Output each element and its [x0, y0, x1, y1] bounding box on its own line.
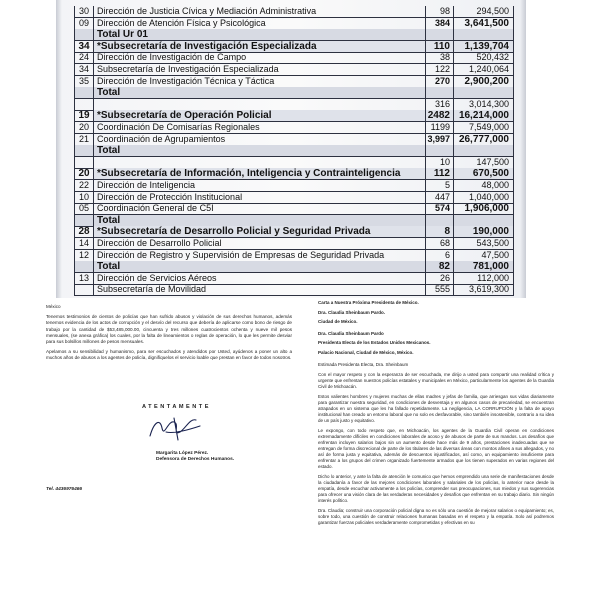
- letter-right-paragraph-1: Con el mayor respeto y con la esperanza de ser escuchada, me dirijo a usted para compartir una realidad crítica y urgente que enfrentan nuestros policías estatales y municipales en México, particularmente los agentes de la Guardia Civil de Michoacán.: [318, 371, 554, 389]
- letter-left-paragraph-1: Tenemos testimonios de cientos de policías que han sufrido abusos y violación de sus derechos humanos, además tenemos evidencia de los actos de corrupción y el desvío del recurso que debería de aplicarse como bono de riesgo de trabajo por la cantidad de $53,485,000.00, cincuenta y tres millones cuatrocientos ochenta y nueve mil pesos mensuales, (se anexa gráfica) los cuales, por la falta de lineamientos o reglas de operación, lo que les permite desviar para sus bolsillos millones de pesos mensuales.: [46, 314, 292, 345]
- row-number: [74, 284, 94, 295]
- address-line: Palacio Nacional, Ciudad de México, México.: [318, 349, 414, 355]
- row-amount: 1,240,064: [454, 64, 514, 75]
- letter-right-paragraph-3: Le expongo, con todo respeto que, en Michoacán, los agentes de la Guardia Civil operan en condiciones extremadamente difíciles en condiciones laborales de acoso y de abusos de parte de sus mandos. Los desafíos que enfrentan incluyen salarios bajos sin un aumento desde hace más de 9 años, prestaciones inadecuadas que se entregan de forma discrecional de parte de los titulares de las diversas áreas con montos afines a sus allegados, y no así de forma justa y equitativa, además de descuentos injustificados, así como, un equipamiento insuficiente para enfrentar a los grupos del crimen organizado fuertemente armados que los tienen superados en varias regiones del estado.: [318, 427, 554, 469]
- row-amount: 7,549,000: [454, 122, 514, 133]
- address-line: Ciudad de México.: [318, 319, 358, 325]
- row-amount: [454, 145, 514, 156]
- table-row: [74, 226, 514, 238]
- table-row: [74, 29, 514, 41]
- letter-right-paragraph-2: Estos valientes hombres y mujeres muchas de ellas madres y jefas de familia, que arriesgan sus vidas diariamente para garantizar nuestra seguridad, en condiciones de desventaja y en algunos casos de precariedad, se encuentran atrapados en un sistema que les ha fallado repetidamente. La negligencia, LA CORRUPCIÓN y la falta de apoyo institucional han creado un entorno laboral que no solo es desfavorable, sino también insostenible, contrario a su idea de un país justo y equitativo.: [318, 393, 554, 423]
- letter-right: [318, 300, 554, 596]
- row-amount: 3,014,300: [454, 99, 514, 110]
- row-amount: 781,000: [454, 261, 514, 272]
- address-block-2: [318, 331, 554, 356]
- row-amount: 543,500: [454, 238, 514, 249]
- row-quantity: [426, 87, 454, 98]
- row-amount: [454, 87, 514, 98]
- row-quantity: 68: [426, 238, 454, 249]
- table-row: [74, 145, 514, 157]
- row-department: Dirección de Servicios Aéreos: [94, 273, 426, 284]
- table-row: [74, 250, 514, 262]
- row-quantity: [426, 145, 454, 156]
- table-row: [74, 110, 514, 122]
- row-department: Coordinación De Comisarías Regionales: [94, 122, 426, 133]
- row-department: Total: [94, 87, 426, 98]
- row-department: [94, 99, 426, 110]
- row-number: 12: [74, 250, 94, 261]
- row-number: 30: [74, 6, 94, 17]
- row-department: *Subsecretaría de Investigación Especializada: [94, 41, 426, 52]
- row-quantity: 3,997: [426, 134, 454, 145]
- letter-left: [46, 304, 292, 594]
- row-quantity: 6: [426, 250, 454, 261]
- row-amount: 47,500: [454, 250, 514, 261]
- row-quantity: 82: [426, 261, 454, 272]
- row-amount: 26,777,000: [454, 134, 514, 145]
- row-quantity: 8: [426, 226, 454, 237]
- row-department: Dirección de Protección Institucional: [94, 192, 426, 203]
- table-row: [74, 18, 514, 30]
- row-number: 34: [74, 41, 94, 52]
- row-quantity: 574: [426, 203, 454, 214]
- row-number: 35: [74, 76, 94, 87]
- address-line: Presidenta Electa de los Estados Unidos Mexicanos.: [318, 340, 431, 346]
- row-department: Total: [94, 145, 426, 156]
- row-number: 24: [74, 52, 94, 63]
- table-row: [74, 99, 514, 111]
- closing-label: ATENTAMENTE: [142, 404, 211, 410]
- row-number: [74, 261, 94, 272]
- row-quantity: 122: [426, 64, 454, 75]
- photo-edge-left: [56, 0, 62, 298]
- row-number: 19: [74, 110, 94, 121]
- row-amount: 1,040,000: [454, 192, 514, 203]
- row-department: Total: [94, 215, 426, 226]
- row-department: Coordinación General de C5I: [94, 203, 426, 214]
- table-row: [74, 6, 514, 18]
- row-quantity: 1199: [426, 122, 454, 133]
- row-amount: 3,641,500: [454, 18, 514, 29]
- row-quantity: 555: [426, 284, 454, 295]
- row-quantity: [426, 29, 454, 40]
- row-department: *Subsecretaría de Desarrollo Policial y Seguridad Privada: [94, 226, 426, 237]
- row-number: 10: [74, 192, 94, 203]
- row-number: 09: [74, 18, 94, 29]
- row-amount: 48,000: [454, 180, 514, 191]
- row-number: [74, 157, 94, 168]
- table-row: [74, 134, 514, 146]
- row-number: [74, 215, 94, 226]
- row-department: Dirección de Inteligencia: [94, 180, 426, 191]
- row-quantity: [426, 215, 454, 226]
- table-row: [74, 203, 514, 215]
- row-quantity: 38: [426, 52, 454, 63]
- row-amount: 670,500: [454, 168, 514, 179]
- table-row: [74, 64, 514, 76]
- table-row: [74, 76, 514, 88]
- row-quantity: 384: [426, 18, 454, 29]
- photo-edge-right: [520, 0, 526, 298]
- letter-place: México: [46, 304, 61, 309]
- row-amount: 294,500: [454, 6, 514, 17]
- signer-role: Defensora de Derechos Humanos.: [156, 457, 235, 462]
- table-row: [74, 192, 514, 204]
- row-number: 28: [74, 226, 94, 237]
- row-quantity: 270: [426, 76, 454, 87]
- row-department: Coordinación de Agrupamientos: [94, 134, 426, 145]
- row-quantity: 447: [426, 192, 454, 203]
- row-number: 20: [74, 168, 94, 179]
- row-department: Dirección de Atención Física y Psicológica: [94, 18, 426, 29]
- row-quantity: 5: [426, 180, 454, 191]
- letter-greeting: Estimada Presidenta Electa, Dra. Sheinbaum: [318, 361, 409, 367]
- table-row: [74, 273, 514, 285]
- row-department: Dirección de Desarrollo Policial: [94, 238, 426, 249]
- row-quantity: 98: [426, 6, 454, 17]
- table-row: [74, 122, 514, 134]
- handwritten-signature: [144, 414, 204, 444]
- table-row: [74, 157, 514, 169]
- row-amount: 112,000: [454, 273, 514, 284]
- row-amount: 190,000: [454, 226, 514, 237]
- row-amount: [454, 215, 514, 226]
- row-amount: 2,900,200: [454, 76, 514, 87]
- row-department: Dirección de Investigación de Campo: [94, 52, 426, 63]
- row-amount: 147,500: [454, 157, 514, 168]
- table-row: [74, 284, 514, 296]
- budget-table-photo: [56, 0, 526, 298]
- row-quantity: 316: [426, 99, 454, 110]
- table-row: [74, 168, 514, 180]
- row-amount: 1,906,000: [454, 203, 514, 214]
- address-line: Dra. Claudia Sheinbaum Pardo.: [318, 309, 386, 315]
- signer-name: Margarita López Pérez.: [156, 451, 209, 456]
- row-quantity: 26: [426, 273, 454, 284]
- row-number: [74, 87, 94, 98]
- row-amount: 520,432: [454, 52, 514, 63]
- row-department: Dirección de Justicia Cívica y Mediación Administrativa: [94, 6, 426, 17]
- row-department: Total: [94, 261, 426, 272]
- row-amount: 16,214,000: [454, 110, 514, 121]
- table-row: [74, 261, 514, 273]
- table-row: [74, 87, 514, 99]
- row-department: *Subsecretaría de Información, Inteligencia y Contrainteligencia: [94, 168, 426, 179]
- table-row: [74, 41, 514, 53]
- address-block-1: [318, 300, 554, 325]
- row-department: [94, 157, 426, 168]
- row-number: [74, 29, 94, 40]
- table-row: [74, 238, 514, 250]
- address-line: Carta a Nuestra Próxima Presidenta de México.: [318, 300, 419, 305]
- row-number: [74, 145, 94, 156]
- row-amount: 1,139,704: [454, 41, 514, 52]
- row-department: Dirección de Registro y Supervisión de Empresas de Seguridad Privada: [94, 250, 426, 261]
- table-row: [74, 180, 514, 192]
- row-number: 21: [74, 134, 94, 145]
- row-quantity: 110: [426, 41, 454, 52]
- row-amount: [454, 29, 514, 40]
- table-row: [74, 215, 514, 227]
- row-number: 14: [74, 238, 94, 249]
- letter-left-paragraph-2: Apelamos a su sensibilidad y humanismo, para ser escuchados y atendidos por Usted, ayúdenos a poner un alto a muchos años de abusos a los agentes de policía, dignifíquelos el servicio loable que prestan en favor de todos nosotros.: [46, 349, 292, 361]
- address-line: Dra. Claudia Sheinbaum Pardo: [318, 330, 384, 336]
- row-number: 13: [74, 273, 94, 284]
- row-quantity: 2482: [426, 110, 454, 121]
- phone-number: Tel. 4436976466: [46, 487, 83, 492]
- row-quantity: 112: [426, 168, 454, 179]
- row-quantity: 10: [426, 157, 454, 168]
- row-department: Total Ur 01: [94, 29, 426, 40]
- row-department: Subsecretaría de Investigación Especializada: [94, 64, 426, 75]
- row-department: Subsecretaría de Movilidad: [94, 284, 426, 295]
- row-department: *Subsecretaría de Operación Policial: [94, 110, 426, 121]
- row-number: 05: [74, 203, 94, 214]
- row-number: [74, 99, 94, 110]
- row-number: 22: [74, 180, 94, 191]
- row-number: 34: [74, 64, 94, 75]
- letter-right-paragraph-4: Dicho lo anterior, y ante la falta de atención le comunico que hemos emprendido una serie de manifestaciones desde la ciudadanía a favor de las mejores condiciones laborales y salariales de los policías, lo anterior nace desde la empatía, desde escuchar activamente a los policías, comprender sus preocupaciones, sus miedos y sus sugerencias para ofrecer una visión clara de las verdaderas necesidades y desafíos que enfrentan en su trabajo diario. Sin ningún interés político.: [318, 473, 554, 503]
- letter-right-paragraph-5: Dra. Claudia; construir una corporación policial digna no es sólo una cuestión de mejorar salarios o equipamiento; es, sobre todo, una cuestión de construir relaciones humanas basadas en el respeto y la empatía. Solo así podremos garantizar fuerzas policiales verdaderamente comprometidas y efectivas en su: [318, 507, 554, 525]
- row-amount: 3,619,300: [454, 284, 514, 295]
- row-department: Dirección de Investigación Técnica y Táctica: [94, 76, 426, 87]
- row-number: 20: [74, 122, 94, 133]
- table-row: [74, 52, 514, 64]
